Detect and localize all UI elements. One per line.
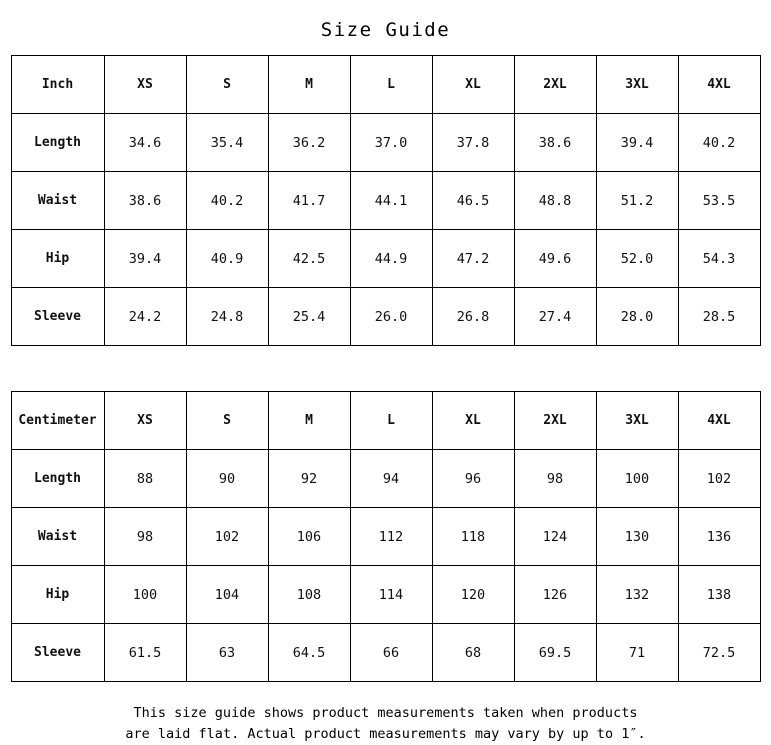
- cell: 132: [596, 566, 678, 624]
- row-label-length: Length: [11, 450, 104, 508]
- cell: 53.5: [678, 172, 760, 230]
- cell: 90: [186, 450, 268, 508]
- cell: 71: [596, 624, 678, 682]
- cell: 26.0: [350, 288, 432, 346]
- cell: 42.5: [268, 230, 350, 288]
- footnote: [11, 682, 760, 745]
- cell: 104: [186, 566, 268, 624]
- cell: 61.5: [104, 624, 186, 682]
- cell: 37.8: [432, 114, 514, 172]
- row-label-sleeve: Sleeve: [11, 288, 104, 346]
- unit-label-centimeter: Centimeter: [11, 392, 104, 450]
- cell: 40.2: [186, 172, 268, 230]
- cell: 40.2: [678, 114, 760, 172]
- cell: 52.0: [596, 230, 678, 288]
- size-header-3xl: 3XL: [596, 392, 678, 450]
- size-header-4xl: 4XL: [678, 392, 760, 450]
- cell: 98: [104, 508, 186, 566]
- row-label-waist: Waist: [11, 508, 104, 566]
- cell: 24.2: [104, 288, 186, 346]
- cell: 92: [268, 450, 350, 508]
- size-header-l: L: [350, 392, 432, 450]
- row-label-hip: Hip: [11, 230, 104, 288]
- size-header-3xl: 3XL: [596, 56, 678, 114]
- cell: 28.0: [596, 288, 678, 346]
- cell: 72.5: [678, 624, 760, 682]
- table-header-row: [11, 392, 760, 450]
- cell: 112: [350, 508, 432, 566]
- cell: 136: [678, 508, 760, 566]
- cell: 39.4: [104, 230, 186, 288]
- size-table-inch: [11, 55, 761, 346]
- cell: 114: [350, 566, 432, 624]
- cell: 47.2: [432, 230, 514, 288]
- size-header-m: M: [268, 392, 350, 450]
- cell: 49.6: [514, 230, 596, 288]
- cell: 39.4: [596, 114, 678, 172]
- cell: 25.4: [268, 288, 350, 346]
- cell: 96: [432, 450, 514, 508]
- cell: 46.5: [432, 172, 514, 230]
- cell: 37.0: [350, 114, 432, 172]
- cell: 69.5: [514, 624, 596, 682]
- size-header-xs: XS: [104, 56, 186, 114]
- table-row: [11, 172, 760, 230]
- cell: 63: [186, 624, 268, 682]
- size-header-m: M: [268, 56, 350, 114]
- size-header-2xl: 2XL: [514, 56, 596, 114]
- table-row: [11, 624, 760, 682]
- cell: 26.8: [432, 288, 514, 346]
- cell: 130: [596, 508, 678, 566]
- page-title: Size Guide: [320, 19, 451, 41]
- cell: 38.6: [514, 114, 596, 172]
- cell: 100: [596, 450, 678, 508]
- size-header-l: L: [350, 56, 432, 114]
- table-row: [11, 508, 760, 566]
- cell: 108: [268, 566, 350, 624]
- cell: 102: [186, 508, 268, 566]
- cell: 38.6: [104, 172, 186, 230]
- table-row: [11, 114, 760, 172]
- row-label-sleeve: Sleeve: [11, 624, 104, 682]
- table-row: [11, 288, 760, 346]
- cell: 106: [268, 508, 350, 566]
- cell: 27.4: [514, 288, 596, 346]
- unit-label-inch: Inch: [11, 56, 104, 114]
- size-header-s: S: [186, 56, 268, 114]
- cell: 118: [432, 508, 514, 566]
- table-row: [11, 230, 760, 288]
- cell: 54.3: [678, 230, 760, 288]
- footnote-line-2: are laid flat. Actual product measurements may vary by up to 1″.: [125, 726, 646, 742]
- size-header-xl: XL: [432, 56, 514, 114]
- cell: 100: [104, 566, 186, 624]
- cell: 28.5: [678, 288, 760, 346]
- cell: 40.9: [186, 230, 268, 288]
- cell: 124: [514, 508, 596, 566]
- cell: 64.5: [268, 624, 350, 682]
- size-table-centimeter: [11, 391, 761, 682]
- cell: 138: [678, 566, 760, 624]
- cell: 35.4: [186, 114, 268, 172]
- cell: 66: [350, 624, 432, 682]
- cell: 24.8: [186, 288, 268, 346]
- table-header-row: [11, 56, 760, 114]
- cell: 44.1: [350, 172, 432, 230]
- size-header-xs: XS: [104, 392, 186, 450]
- table-row: [11, 450, 760, 508]
- row-label-length: Length: [11, 114, 104, 172]
- size-header-s: S: [186, 392, 268, 450]
- row-label-hip: Hip: [11, 566, 104, 624]
- cell: 98: [514, 450, 596, 508]
- cell: 120: [432, 566, 514, 624]
- table-row: [11, 566, 760, 624]
- table-divider-space: [11, 346, 760, 391]
- cell: 51.2: [596, 172, 678, 230]
- cell: 102: [678, 450, 760, 508]
- footnote-line-1: This size guide shows product measurements taken when products: [133, 705, 638, 721]
- size-header-xl: XL: [432, 392, 514, 450]
- cell: 126: [514, 566, 596, 624]
- cell: 41.7: [268, 172, 350, 230]
- cell: 36.2: [268, 114, 350, 172]
- cell: 34.6: [104, 114, 186, 172]
- cell: 44.9: [350, 230, 432, 288]
- cell: 88: [104, 450, 186, 508]
- cell: 68: [432, 624, 514, 682]
- size-header-4xl: 4XL: [678, 56, 760, 114]
- cell: 94: [350, 450, 432, 508]
- row-label-waist: Waist: [11, 172, 104, 230]
- size-header-2xl: 2XL: [514, 392, 596, 450]
- cell: 48.8: [514, 172, 596, 230]
